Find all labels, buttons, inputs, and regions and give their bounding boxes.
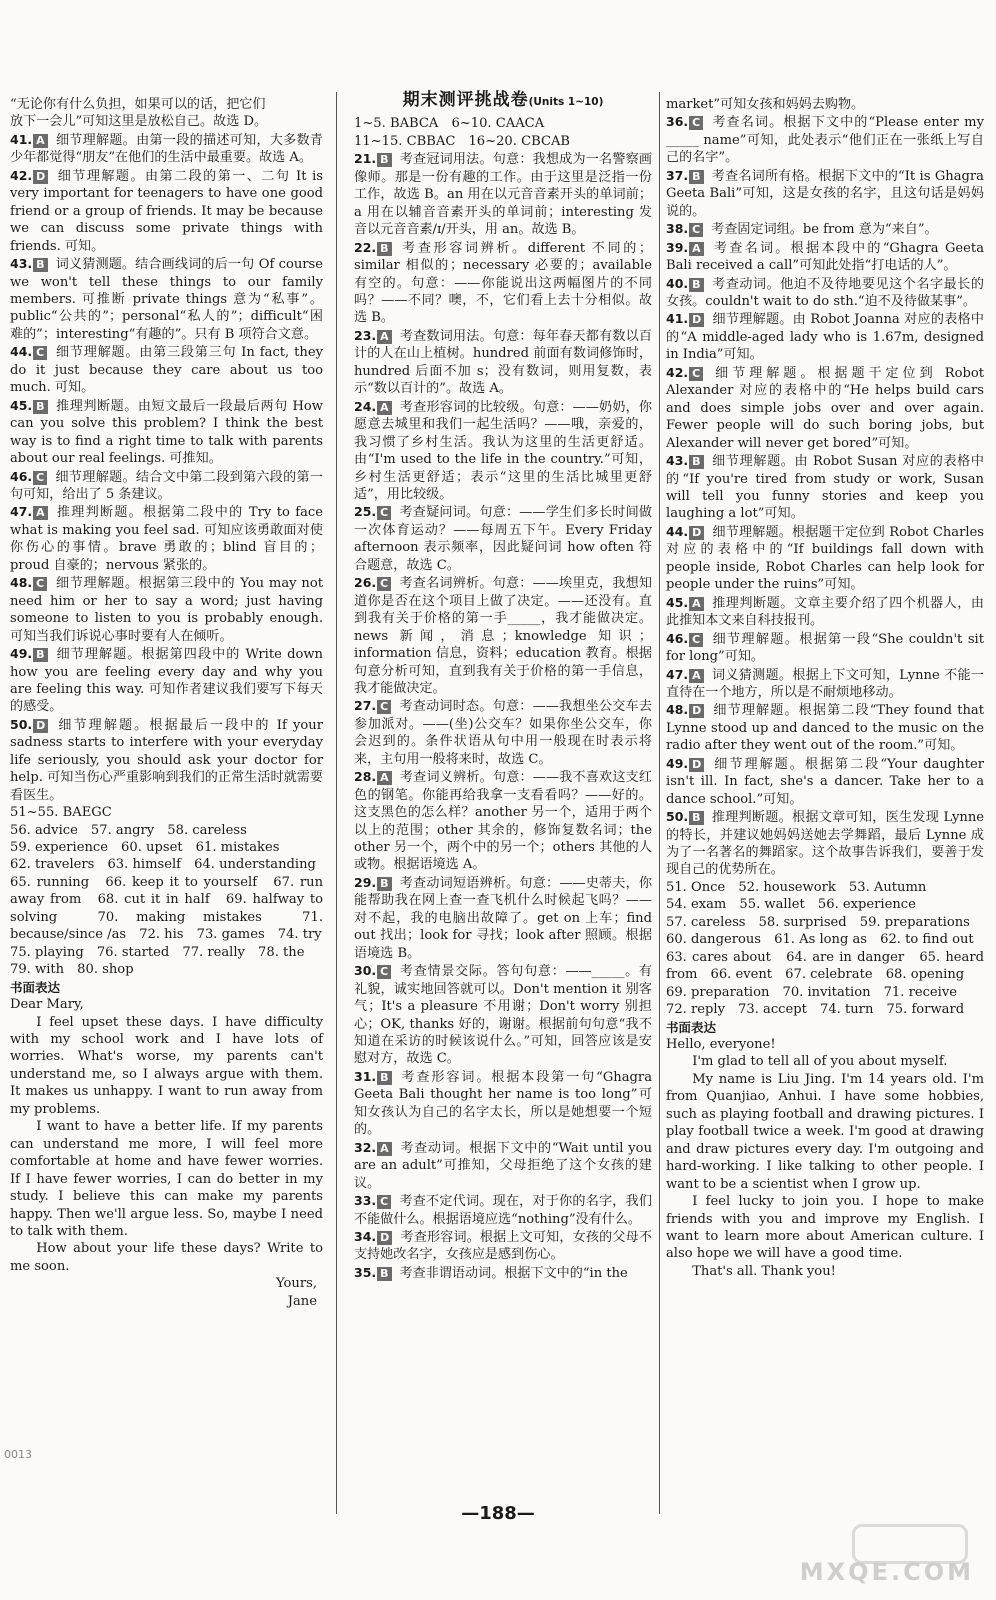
answer-item [666, 364, 984, 452]
essay-body [666, 1036, 984, 1280]
explanation-text: 考查词义辨析。句意：——我不喜欢这支红色的钢笔。你能再给我拿一支看看吗？——好的。这支黑色的怎么样？another 另一个，适用于两个以上的范围；other 其余的，修饰复数名词；the other 另一个，两个中的另一个；others 其他的人或物。根据语境选 A。 [354, 770, 652, 873]
explanation-text: 57. careless 58. surprised 59. preparations [666, 914, 970, 930]
answer-item [666, 808, 984, 879]
answer-letter-badge: C [377, 506, 391, 520]
answer-line [10, 874, 323, 944]
question-number: 48. [666, 702, 689, 718]
answer-item [10, 574, 323, 645]
answer-letter-badge: A [689, 669, 704, 683]
answer-letter-badge: B [33, 400, 47, 414]
answer-letter-badge: B [377, 877, 391, 891]
explanation-text: 59. experience 60. upset 61. mistakes [10, 840, 280, 856]
answer-item [354, 1192, 652, 1228]
explanation-text: 细节理解题。结合文中第二段到第六段的第一句可知，给出了 5 条建议。 [10, 469, 323, 502]
essay-heading: 书面表达 [666, 1019, 717, 1035]
answer-letter-badge: A [377, 771, 392, 785]
answer-letter-badge: C [377, 700, 391, 714]
answer-line [666, 949, 984, 984]
answer-letter-badge: B [377, 153, 391, 167]
explanation-text: 56. advice 57. angry 58. careless [10, 822, 247, 838]
answer-letter-badge: D [689, 313, 704, 327]
answer-item [354, 874, 652, 962]
explanation-text: 细节理解题。由 Robot Susan 对应的表格中的“If you're tired from study or work, Susan will tell you funny stories and keep you laughing a lot”可知。 [666, 454, 984, 522]
question-number: 50. [10, 716, 33, 732]
explanation-text: 考查形容词。根据上文可知，女孩的父母不支持她改名字，女孩应是感到伤心。 [354, 1230, 652, 1263]
answer-item [354, 1264, 652, 1282]
answer-item [10, 468, 323, 504]
answer-letter-badge: B [377, 1071, 391, 1085]
answer-letter-badge: B [377, 242, 391, 256]
question-number: 41. [10, 131, 33, 147]
answer-item [354, 239, 652, 327]
answer-letter-badge: B [689, 455, 703, 469]
answer-item [666, 630, 984, 666]
answer-item [10, 503, 323, 574]
answer-letter-badge: D [689, 758, 704, 772]
answer-letter-badge: D [33, 170, 48, 184]
answer-letter-badge: C [689, 633, 703, 647]
explanation-text: 细节理解题。由第一段的描述可知，大多数青少年都觉得“朋友”在他们的生活中最重要。故选 A。 [10, 132, 323, 166]
answer-letter-badge: A [377, 330, 392, 344]
essay-paragraph: I feel lucky to join you. I hope to make friends with you and improve my English. I want to learn more about American culture. I also hope we will have a good time. [666, 1194, 984, 1262]
answer-line [10, 804, 323, 821]
question-number: 29. [354, 874, 377, 890]
answer-item [666, 239, 984, 275]
question-number: 43. [666, 453, 689, 469]
answer-letter-badge: A [33, 506, 48, 520]
column-divider-left [336, 92, 337, 1514]
answer-letter-badge: A [33, 134, 48, 148]
answer-letter-badge: A [377, 401, 392, 415]
essay-greeting: Dear Mary, [10, 997, 84, 1013]
explanation-text: 考查非谓语动词。根据下文中的“in the [399, 1265, 628, 1281]
question-number: 37. [666, 167, 689, 183]
explanation-text: 考查动词。根据下文中的“Wait until you are an adult”可推知，父母拒绝了这个女孩的建议。 [354, 1140, 652, 1191]
answer-letter-badge: C [33, 346, 47, 360]
answer-letter-badge: B [689, 811, 703, 825]
answer-letter-badge: D [689, 704, 704, 718]
question-number: 34. [354, 1229, 377, 1244]
answer-item [10, 397, 323, 468]
answer-letter-badge: C [33, 471, 47, 485]
answer-letter-badge: C [689, 223, 703, 237]
answer-item [354, 697, 652, 768]
question-number: 28. [354, 769, 377, 785]
question-number: 40. [666, 275, 689, 291]
answer-item [666, 113, 984, 166]
answer-item [666, 701, 984, 754]
answer-letter-badge: C [689, 367, 703, 381]
answer-item [666, 666, 984, 702]
watermark-logo: MXQE.COM [844, 1524, 974, 1588]
answer-item [10, 255, 323, 343]
answer-letter-badge: B [377, 1267, 391, 1281]
question-number: 22. [354, 239, 377, 255]
answer-line [666, 1001, 984, 1018]
essay-paragraph: That's all. Thank you! [692, 1263, 836, 1279]
question-number: 42. [666, 364, 689, 380]
answer-item [666, 594, 984, 630]
question-number: 46. [10, 468, 33, 484]
explanation-text: 65. running 66. keep it to yourself 67. run away from 68. cut it in half 69. halfway to solving 70. making mistakes 71. because/since /as 72. his 73. games 74. try [10, 874, 323, 943]
explanation-text: 考查名词所有格。根据下文中的“It is Ghagra Geeta Bali”可知，这是女孩的名字，且这句话是妈妈说的。 [666, 168, 984, 219]
corner-code: 0013 [4, 1448, 32, 1461]
question-number: 49. [666, 755, 689, 771]
answer-line [10, 944, 323, 961]
explanation-text: 考查动词时态。句意：——我想坐公交车去参加派对。——(坐)公交车？如果你坐公交车，你会迟到的。条件状语从句中用一般现在时表示将来，主句用一般将来时，故选 C。 [354, 699, 652, 767]
answer-item [354, 1228, 652, 1264]
question-number: 42. [10, 167, 33, 183]
answer-column-1 [10, 96, 323, 1310]
explanation-text: 放下一会儿”可知这里是放松自己。故选 D。 [10, 114, 268, 130]
explanation-text: 考查名词。根据下文中的“Please enter my _____ name”可知，此处表示“他们正在一张纸上写自己的名字”。 [666, 115, 984, 166]
question-number: 38. [666, 221, 689, 237]
answer-line [354, 115, 652, 132]
question-number: 21. [354, 151, 377, 167]
answer-item [354, 574, 652, 697]
answer-line [666, 931, 984, 948]
test-title: 期末测评挑战卷(Units 1~10) [402, 90, 604, 110]
answer-letter-badge: A [377, 1142, 392, 1156]
question-number: 45. [10, 397, 33, 413]
explanation-text: 推理判断题。由短文最后一段最后两句 How can you solve this problem? I think the best way is to find a right time to talk with parents about our real feelings. 可推知。 [10, 398, 323, 467]
answer-item [354, 503, 652, 574]
explanation-text: 考查名词。根据本段中的“Ghagra Geeta Bali received a call”可知此处指“打电话的人”。 [666, 240, 984, 274]
explanation-text: 考查动词短语辨析。句意：——史蒂夫，你能帮助我在网上查一查飞机什么时候起飞吗？——对不起，我的电脑出故障了。get on 上车；find out 找出；look for 寻找；look after 照顾。根据语境选 B。 [354, 875, 652, 961]
answer-item [354, 768, 652, 874]
answer-letter-badge: C [33, 577, 47, 591]
explanation-text: 72. reply 73. accept 74. turn 75. forward [666, 1002, 965, 1018]
explanation-text: 考查形容词辨析。different 不同的；similar 相似的；necessary 必要的；available 有空的。句意：——你能说出这两幅图片的不同吗？——不同？噢，不，它们看上去十分相似。故选 B。 [354, 240, 652, 326]
question-number: 44. [666, 523, 689, 539]
answer-line [10, 961, 323, 978]
question-number: 43. [10, 256, 33, 272]
question-number: 50. [666, 809, 689, 825]
answer-item [10, 131, 323, 167]
explanation-text: 细节理解题。根据题干定位到 Robot Alexander 对应的表格中的“He helps build cars and does simple jobs over and over again. Fewer people will do such boring jobs, but Alexander will never get bored”可知。 [666, 365, 984, 451]
answer-item [666, 167, 984, 220]
explanation-text: 细节理解题。根据第一段“She couldn't sit for long”可知。 [666, 631, 984, 665]
answer-column-2 [354, 90, 652, 1282]
answer-line [666, 914, 984, 931]
answer-letter-badge: D [377, 1231, 392, 1245]
answer-item [10, 645, 323, 716]
answer-letter-badge: C [377, 1195, 391, 1209]
answer-letter-badge: A [689, 597, 704, 611]
explanation-text: 79. with 80. shop [10, 962, 134, 978]
essay-heading: 书面表达 [10, 979, 61, 995]
question-number: 30. [354, 963, 377, 979]
answer-item [354, 1068, 652, 1139]
explanation-text: 11~15. CBBAC 16~20. CBCAB [354, 133, 571, 149]
answer-item [666, 755, 984, 808]
question-number: 24. [354, 398, 377, 414]
question-number: 49. [10, 646, 33, 662]
essay-paragraph: I'm glad to tell all of you about myself. [692, 1054, 948, 1070]
explanation-text: 62. travelers 63. himself 64. understanding [10, 857, 316, 873]
explanation-text: 细节理解题。根据第二段“Your daughter isn't ill. In fact, she's a dancer. Take her to a dance school.”可知。 [666, 756, 984, 807]
explanation-text: 词义猜测题。根据上下文可知，Lynne 不能一直待在一个地方，所以是不耐烦地移动。 [666, 667, 984, 700]
explanation-text: 54. exam 55. wallet 56. experience [666, 897, 916, 913]
explanation-text: 推理判断题。根据文章可知，医生发现 Lynne 的特长，并建议她妈妈送她去学舞蹈，最后 Lynne 成为了一名著名的舞蹈家。这个故事告诉我们，要善于发现自己的优势所在。 [666, 810, 984, 878]
answer-line [666, 879, 984, 896]
explanation-text: 细节理解题。由 Robot Joanna 对应的表格中的“A middle-aged lady who is 1.67m, designed in India”可知。 [666, 312, 984, 363]
question-number: 44. [10, 344, 33, 360]
essay-paragraph: I feel upset these days. I have difficulty with my school work and I have lots of worries. What's worse, my parents can't understand me, so I always argue with them. It makes us unhappy. I want to run away from my problems. [10, 1014, 323, 1117]
explanation-text: 细节理解题。根据第四段中的 Write down how you are feeling every day and why you are feeling this way. 可知作者建议我们要写下每天的感受。 [10, 647, 323, 715]
answer-item [354, 150, 652, 238]
answer-line [666, 96, 984, 113]
answer-item [10, 716, 323, 804]
question-number: 47. [10, 504, 33, 520]
answer-item [354, 398, 652, 504]
answer-item [666, 452, 984, 523]
answer-letter-badge: D [689, 526, 704, 540]
answer-line [666, 984, 984, 1001]
answer-letter-badge: C [689, 116, 703, 130]
essay-greeting: Hello, everyone! [666, 1037, 776, 1053]
answer-line [10, 822, 323, 839]
explanation-text: 考查情景交际。答句句意：——_____。有礼貌，诚实地回答就可以。Don't mention it 别客气；It's a pleasure 不用谢；Don't worry 别担心；OK, thanks 好的，谢谢。根据前句句意“我不知道在采访的时候该说什么。”可知，回答应该是安慰对方，故选 C。 [354, 964, 652, 1067]
question-number: 32. [354, 1139, 377, 1155]
explanation-text: 推理判断题。根据第二段中的 Try to face what is making you feel sad. 可知应该勇敢面对使你伤心的事情。brave 勇敢的；blind 盲目的；proud 自豪的；nervous 紧张的。 [10, 505, 323, 573]
explanation-text: 细节理解题。根据题干定位到 Robot Charles 对应的表格中的“If buildings fall down with people inside, Robot Charles can help look for people under the ruins”可知。 [666, 524, 984, 593]
explanation-text: 考查形容词。根据本段第一句“Ghagra Geeta Bali thought her name is too long”可知女孩认为自己的名字太长，所以是她想要一个短的。 [354, 1069, 652, 1138]
answer-line [354, 133, 652, 150]
page-number: —188— [461, 1503, 535, 1524]
explanation-text: 细节理解题。根据第三段中的 You may not need him or her to say a word; just having someone to listen to you is probably enough. 可知当我们诉说心事时要有人在倾听。 [10, 576, 323, 644]
explanation-text: 考查动词。他迫不及待地要见这个名字最长的女孩。couldn't wait to do sth.“迫不及待做某事”。 [666, 276, 984, 309]
answer-item [666, 220, 984, 238]
answer-letter-badge: B [33, 648, 47, 662]
explanation-text: “无论你有什么负担，如果可以的话，把它们 [10, 97, 266, 112]
question-number: 41. [666, 311, 689, 327]
essay-paragraph: My name is Liu Jing. I'm 14 years old. I'm from Quanjiao, Anhui. I have some hobbies, such as playing football and drawing pictures. I play football twice a week. I'm good at drawing and draw pictures every day. I'm outgoing and hard-working. I like talking to other people. I want to be a scientist when I grow up. [666, 1071, 984, 1192]
answer-line [10, 96, 323, 113]
explanation-text: market”可知女孩和妈妈去购物。 [666, 97, 865, 112]
essay-body [10, 996, 323, 1310]
answer-item [666, 310, 984, 363]
essay-paragraph: How about your life these days? Write to me soon. [10, 1241, 323, 1274]
question-number: 46. [666, 630, 689, 646]
explanation-text: 51~55. BAEGC [10, 805, 112, 821]
column-divider-right [659, 92, 660, 1514]
explanation-text: 51. Once 52. housework 53. Autumn [666, 879, 927, 895]
explanation-text: 60. dangerous 61. As long as 62. to find out [666, 932, 974, 948]
explanation-text: 考查形容词的比较级。句意：——奶奶，你愿意去城里和我们一起生活吗？——哦，亲爱的，我习惯了乡村生活。我认为这里的生活更舒适。由“I'm used to the life in the country.”可知，乡村生活更舒适；表示“这里的生活比城里更舒适”，用比较级。 [354, 399, 652, 502]
question-number: 33. [354, 1193, 377, 1209]
answer-item [666, 523, 984, 594]
answer-column-3 [666, 96, 984, 1280]
explanation-text: 考查名词辨析。句意：——埃里克，我想知道你是否在这个项目上做了决定。——还没有。直到我有关于价格的第一手_____，我才能做决定。news 新闻，消息；knowledge 知识；information 信息，资料；education 教育。根据句意分析可知，直到我有关于价格的第一手信息，我才能做决定。 [354, 576, 652, 696]
answer-letter-badge: D [33, 719, 48, 733]
explanation-text: 细节理解题。根据最后一段中的 If your sadness starts to interfere with your everyday life seriously, you should ask your doctor for help. 可知当伤心严重影响到我们的正常生活时就需要看医生。 [10, 717, 323, 803]
answer-item [10, 343, 323, 396]
answer-line [666, 896, 984, 913]
question-number: 39. [666, 239, 689, 255]
explanation-text: 考查固定词组。be from 意为“来自”。 [711, 222, 938, 238]
answer-item [354, 962, 652, 1068]
answer-letter-badge: B [689, 278, 703, 292]
explanation-text: 考查不定代词。现在，对于你的名字，我们不能做什么。根据语境应选“nothing”没有什么。 [354, 1194, 652, 1227]
essay-paragraph: I want to have a better life. If my parents can understand me more, I will feel more comfortable at home and have fewer worries. If I have fewer worries, I can do better in my study. I believe this can make my parents happy. Then we'll argue less. So, maybe I need to talk with them. [10, 1119, 323, 1239]
explanation-text: 词义猜测题。结合画线词的后一句 Of course we won't tell these things to our family members. 可推断 private things 意为“私事”。public“公共的”；personal“私人的”；difficult“困难的”；interesting“有趣的”。只有 B 项符合文意。 [10, 257, 323, 342]
question-number: 45. [666, 594, 689, 610]
answer-line [10, 856, 323, 873]
explanation-text: 细节理解题。根据第二段“They found that Lynne stood up and danced to the music on the radio after they went out of the room.”可知。 [666, 703, 984, 754]
explanation-text: 考查冠词用法。句意：我想成为一名警察画像师。那是一份有趣的工作。由于这里是泛指一份工作，故选 B。an 用在以元音音素开头的单词前；a 用在以辅音音素开头的单词前；interesting 发音以元音音素/ɪ/开头，用 an。故选 B。 [354, 152, 652, 238]
question-number: 47. [666, 666, 689, 682]
question-number: 27. [354, 698, 377, 714]
answer-line [10, 113, 323, 130]
answer-letter-badge: B [33, 258, 47, 272]
answer-letter-badge: A [689, 242, 704, 256]
answer-line [10, 839, 323, 856]
answer-letter-badge: B [689, 170, 703, 184]
explanation-text: 69. preparation 70. invitation 71. receive [666, 984, 958, 1000]
answer-letter-badge: C [377, 965, 391, 979]
explanation-text: 考查数词用法。句意：每年春天都有数以百计的人在山上植树。hundred 前面有数词修饰时，hundred 后面不加 s；没有数词，则用复数，表示“数以百计的”。故选 A。 [354, 328, 652, 397]
question-number: 26. [354, 575, 377, 591]
question-number: 25. [354, 504, 377, 520]
question-number: 35. [354, 1264, 377, 1280]
explanation-text: 63. cares about 64. are in danger 65. heard from 66. event 67. celebrate 68. opening [666, 949, 984, 983]
answer-item [354, 1139, 652, 1192]
explanation-text: 细节理解题。由第三段第三句 In fact, they do it just because they care about us too much. 可知。 [10, 345, 323, 396]
question-number: 36. [666, 114, 689, 130]
question-number: 31. [354, 1068, 377, 1084]
essay-closing: Yours, [276, 1276, 317, 1292]
answer-letter-badge: C [377, 577, 391, 591]
explanation-text: 考查疑问词。句意：——学生们多长时间做一次体育运动？——每周五下午。Every Friday afternoon 表示频率，因此疑问词 how often 符合题意，故选 C。 [354, 505, 652, 573]
essay-signature: Jane [287, 1293, 317, 1309]
explanation-text: 细节理解题。由第二段的第一、二句 It is very important for teenagers to have one good friend or a group of friends. It may be because we can discuss some private things with friends. 可知。 [10, 168, 323, 254]
answer-item [10, 167, 323, 255]
explanation-text: 1~5. BABCA 6~10. CAACA [354, 116, 545, 132]
explanation-text: 推理判断题。文章主要介绍了四个机器人，由此推知本文来自科技报刊。 [666, 595, 984, 629]
question-number: 48. [10, 575, 33, 591]
answer-item [354, 327, 652, 398]
answer-item [666, 275, 984, 311]
explanation-text: 75. playing 76. started 77. really 78. the [10, 944, 305, 960]
question-number: 23. [354, 327, 377, 343]
